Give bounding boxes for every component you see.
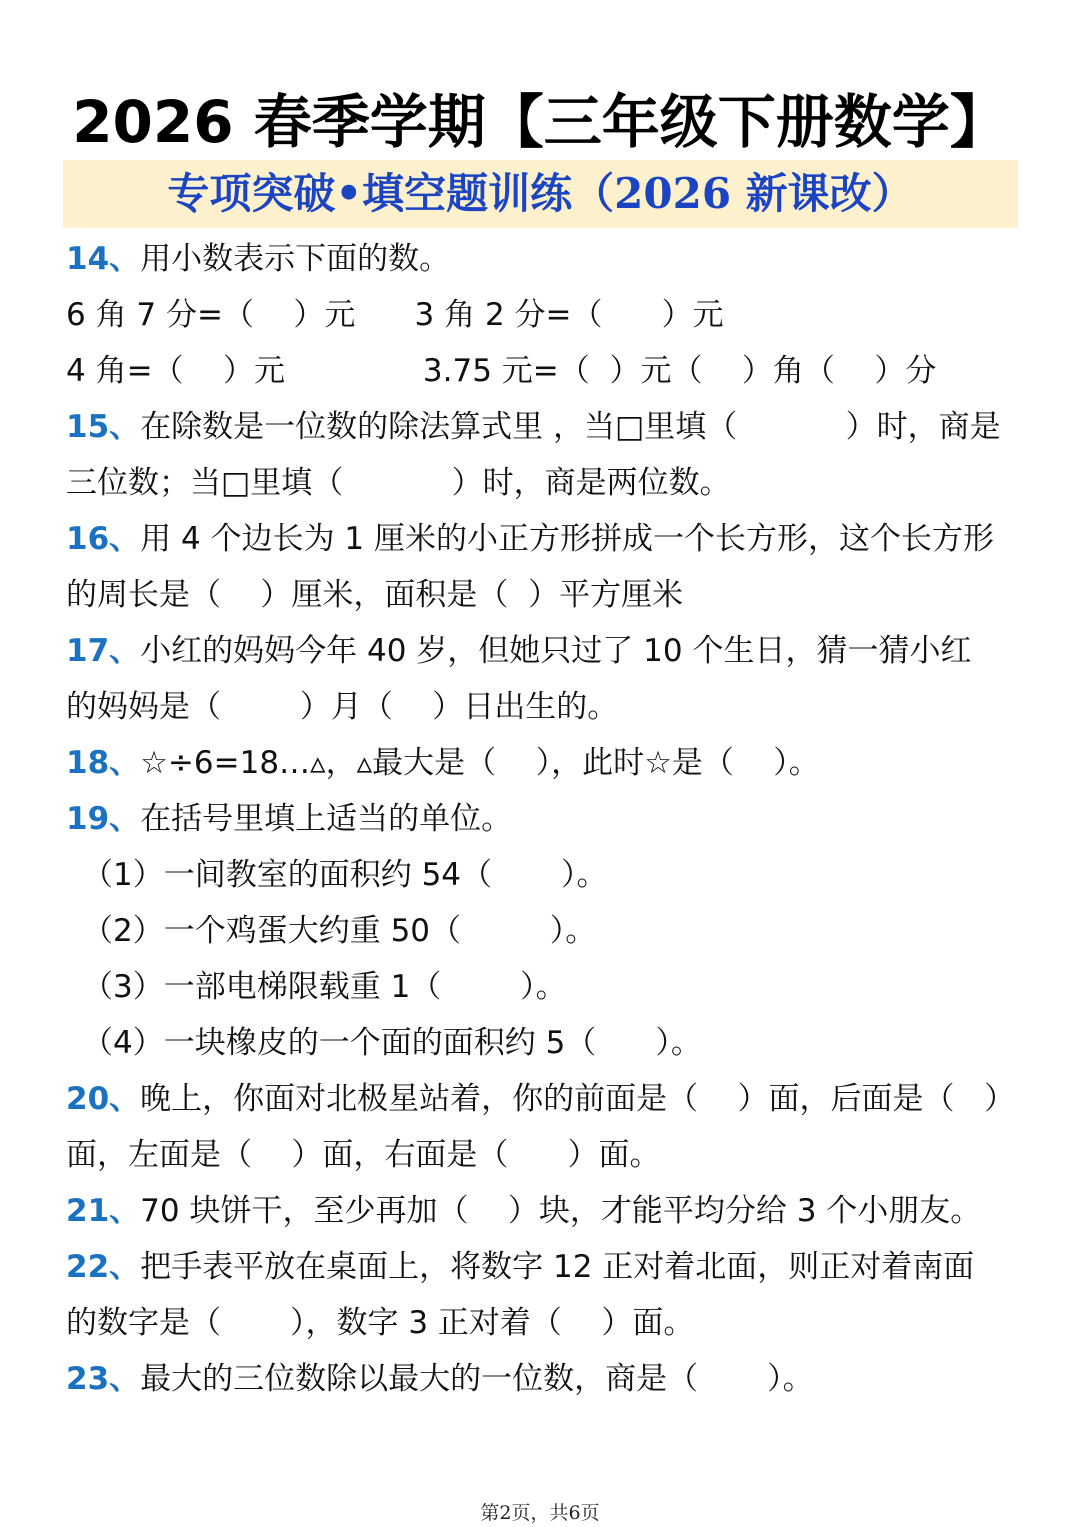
question-number: 14、 (66, 241, 141, 277)
question-number: 21、 (66, 1193, 141, 1229)
page-footer: 第2页，共6页 (480, 1502, 600, 1524)
question-number: 19、 (66, 801, 141, 837)
question-text: 用小数表示下面的数。 (140, 241, 451, 277)
question-16 (66, 511, 994, 567)
question-number: 15、 (66, 409, 141, 445)
question-18 (66, 735, 820, 791)
question-15 (66, 399, 1001, 455)
question-number: 20、 (66, 1081, 141, 1117)
question-number: 17、 (66, 633, 141, 669)
question-text: ☆÷6=18…▵，▵最大是（ ），此时☆是（ ）。 (140, 745, 820, 781)
question-text: 小红的妈妈今年 40 岁，但她只过了 10 个生日，猜一猜小红 (140, 633, 972, 669)
question-14-line-2: 6 角 7 分=（ ）元 3 角 2 分=（ ）元 (66, 297, 724, 333)
question-19-item-2: （2）一个鸡蛋大约重 50（ ）。 (82, 913, 597, 949)
question-19-item-1: （1）一间教室的面积约 54（ ）。 (82, 857, 608, 893)
question-text: 70 块饼干，至少再加（ ）块，才能平均分给 3 个小朋友。 (140, 1193, 982, 1229)
question-number: 23、 (66, 1361, 141, 1397)
question-text: 把手表平放在桌面上，将数字 12 正对着北面，则正对着南面 (140, 1249, 975, 1285)
question-number: 18、 (66, 745, 141, 781)
question-text: 在括号里填上适当的单位。 (140, 801, 513, 837)
page-title: 2026 春季学期【三年级下册数学】 (72, 88, 1008, 156)
question-text: 最大的三位数除以最大的一位数，商是（ ）。 (140, 1361, 814, 1397)
subtitle-banner (63, 160, 1018, 228)
question-text: 在除数是一位数的除法算式里 ，当□里填（ ）时，商是 (140, 409, 1001, 445)
question-17-line-2: 的妈妈是（ ）月（ ）日出生的。 (66, 689, 619, 725)
question-17 (66, 623, 971, 679)
question-19-item-3: （3）一部电梯限载重 1（ ）。 (82, 969, 567, 1005)
question-14-line-3: 4 角=（ ）元 3.75 元=（ ）元（ ）角（ ）分 (66, 353, 937, 389)
question-14 (66, 231, 450, 287)
question-16-line-2: 的周长是（ ）厘米，面积是（ ）平方厘米 (66, 577, 684, 613)
question-number: 16、 (66, 521, 141, 557)
question-20-line-2: 面，左面是（ ）面，右面是（ ）面。 (66, 1137, 661, 1173)
question-text: 用 4 个边长为 1 厘米的小正方形拼成一个长方形，这个长方形 (140, 521, 995, 557)
question-23 (66, 1351, 814, 1407)
question-19 (66, 791, 512, 847)
question-number: 22、 (66, 1249, 141, 1285)
question-21 (66, 1183, 981, 1239)
question-22 (66, 1239, 974, 1295)
question-text: 晚上，你面对北极星站着，你的前面是（ ）面，后面是（ ） (140, 1081, 1016, 1117)
question-19-item-4: （4）一块橡皮的一个面的面积约 5（ ）。 (82, 1025, 702, 1061)
question-15-line-2: 三位数；当□里填（ ）时，商是两位数。 (66, 465, 731, 501)
question-20 (66, 1071, 1015, 1127)
question-22-line-2: 的数字是（ ），数字 3 正对着（ ）面。 (66, 1305, 695, 1341)
subtitle-text: 专项突破•填空题训练（2026 新课改） (167, 169, 914, 218)
